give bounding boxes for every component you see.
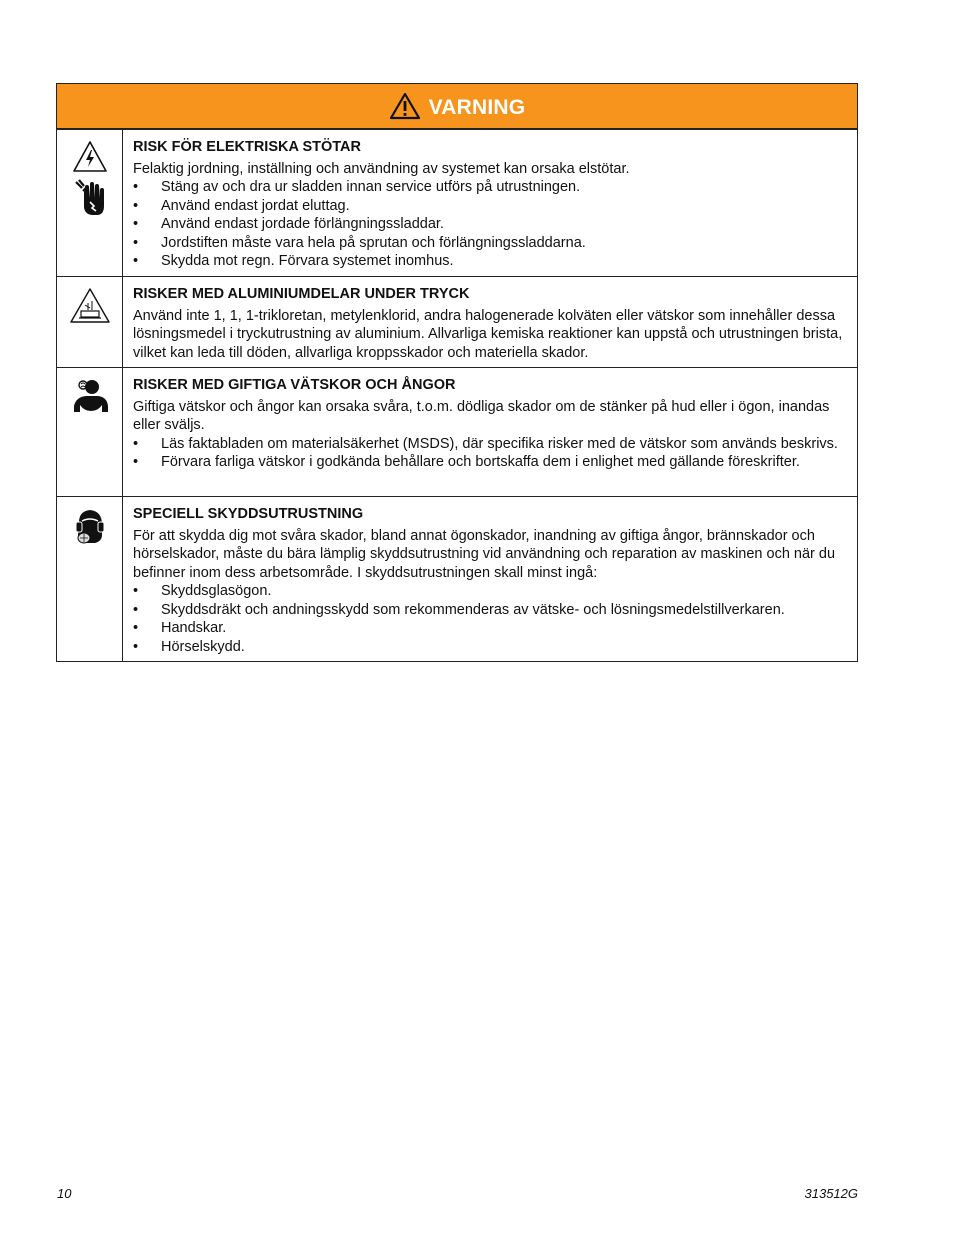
pressurized-aluminum-triangle-icon [69, 287, 111, 325]
electric-shock-triangle-icon [72, 140, 108, 174]
text-cell [123, 368, 857, 496]
text-cell [123, 497, 857, 661]
icon-cell [57, 277, 123, 367]
protective-equipment-head-icon [73, 507, 107, 547]
bullet-list [133, 582, 849, 656]
list-item: • Hörselskydd. [133, 638, 849, 657]
text-cell [123, 130, 857, 276]
warning-triangle-icon [389, 92, 421, 120]
list-item: • Förvara farliga vätskor i godkända behållare och bortskaffa dem i enlighet med gällande föreskrifter. [133, 453, 849, 472]
section-title: RISKER MED GIFTIGA VÄTSKOR OCH ÅNGOR [133, 377, 456, 393]
list-item: • Använd endast jordade förlängningssladdar. [133, 215, 849, 234]
section-intro: Använd inte 1, 1, 1-trikloretan, metylenklorid, andra halogenerade kolväten eller vätskor som innehåller dessa lösningsmedel i tryckutrustning av aluminium. Allvarliga kemiska reaktioner kan uppstå och utrustningen brista, vilket kan leda till döden, allvarliga kroppsskador och materiella skador. [133, 307, 843, 361]
list-item: • Jordstiften måste vara hela på sprutan och förlängningssladdarna. [133, 234, 849, 253]
warning-row-toxic [57, 367, 857, 496]
list-item: • Använd endast jordat eluttag. [133, 197, 849, 216]
list-item: • Skyddsglasögon. [133, 582, 849, 601]
list-item: • Skyddsdräkt och andningsskydd som rekommenderas av vätske- och lösningsmedelstillverkaren. [133, 601, 849, 620]
warning-row-aluminum [57, 276, 857, 367]
section-title: RISK FÖR ELEKTRISKA STÖTAR [133, 139, 361, 155]
hand-shock-icon [74, 178, 106, 218]
page-number: 10 [57, 1186, 72, 1201]
warning-header [57, 84, 857, 129]
warning-title: VARNING [428, 96, 526, 119]
list-item: • Skydda mot regn. Förvara systemet inomhus. [133, 252, 849, 271]
text-cell [123, 277, 857, 367]
document-number: 313512G [804, 1186, 858, 1201]
list-item: • Handskar. [133, 619, 849, 638]
icon-cell [57, 130, 123, 276]
warning-row-ppe [57, 496, 857, 661]
list-item: • Läs faktabladen om materialsäkerhet (MSDS), där specifika risker med de vätskor som används beskrivs. [133, 435, 849, 454]
bullet-list [133, 178, 849, 271]
warning-table [56, 83, 858, 662]
section-intro: För att skydda dig mot svåra skador, bland annat ögonskador, inandning av giftiga ångor, brännskador och hörselskador, måste du bära lämplig skyddsutrustning vid användning och reparation av maskinen och när du befinner inom dess arbetsområde. I skyddsutrustningen skall minst ingå: [133, 527, 836, 581]
icon-cell [57, 497, 123, 661]
bullet-list [133, 435, 849, 472]
toxic-fumes-person-icon [70, 378, 110, 416]
list-item: • Stäng av och dra ur sladden innan service utförs på utrustningen. [133, 178, 849, 197]
section-intro: Giftiga vätskor och ångor kan orsaka svåra, t.o.m. dödliga skador om de stänker på hud eller i ögon, inandas eller sväljs. [133, 398, 830, 433]
icon-cell [57, 368, 123, 496]
section-title: RISKER MED ALUMINIUMDELAR UNDER TRYCK [133, 286, 470, 302]
section-title: SPECIELL SKYDDSUTRUSTNING [133, 506, 364, 522]
section-intro: Felaktig jordning, inställning och användning av systemet kan orsaka elstötar. [133, 160, 630, 177]
warning-row-electric [57, 129, 857, 276]
